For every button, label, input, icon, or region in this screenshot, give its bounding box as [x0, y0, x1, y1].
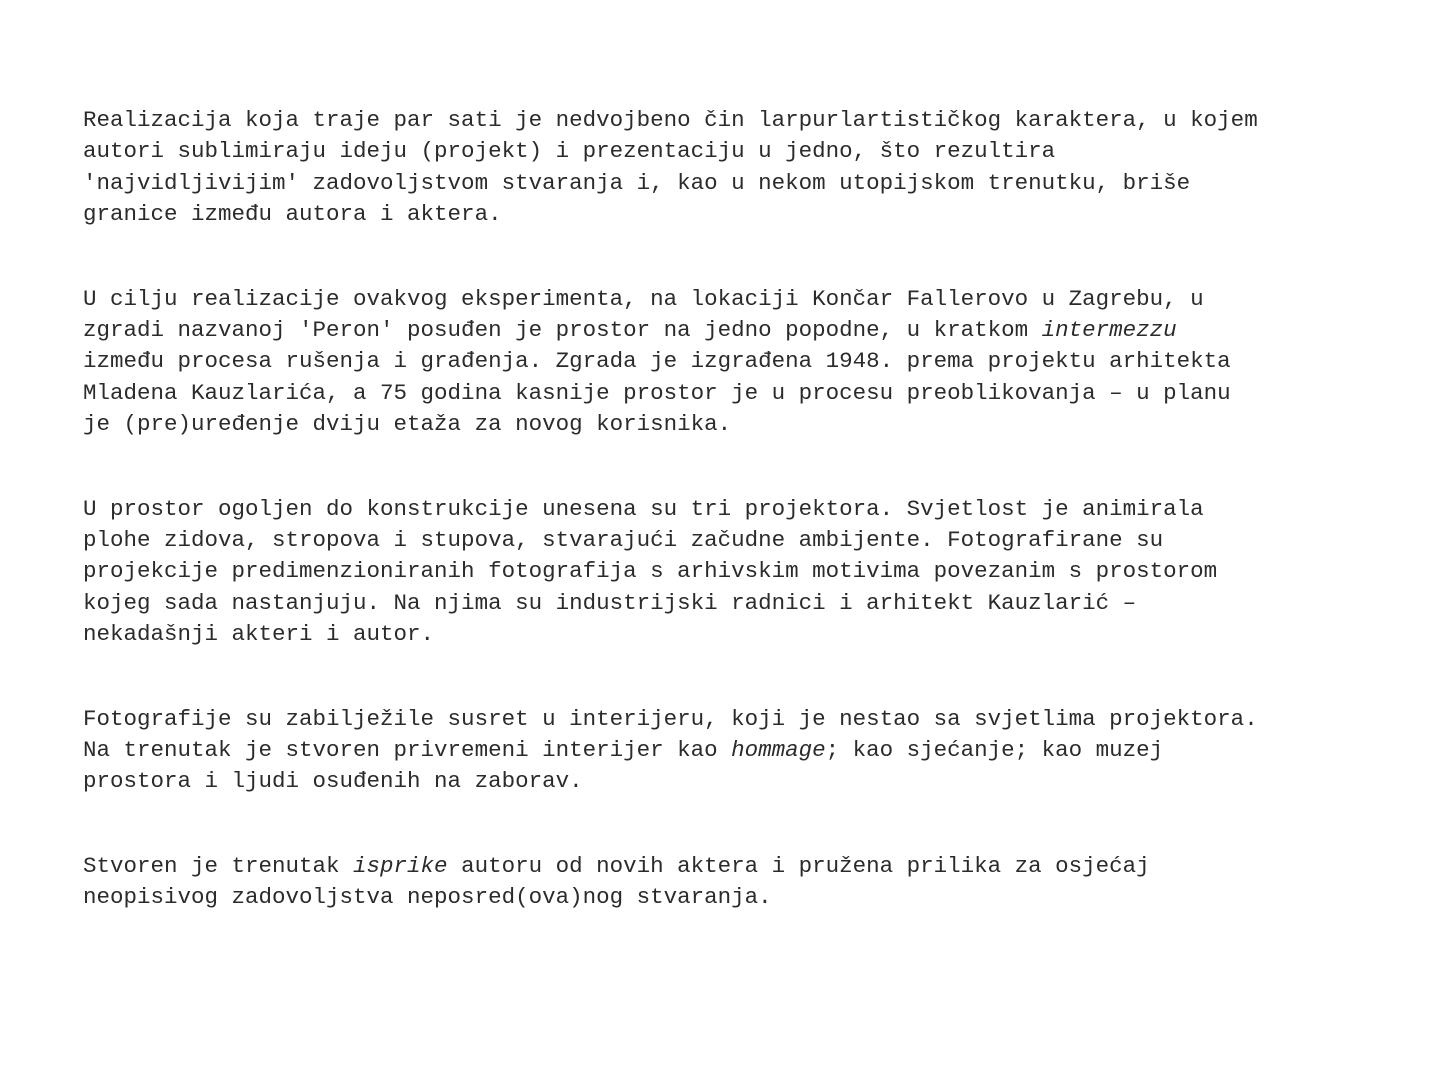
- text-line: [83, 525, 1383, 556]
- text-segment: nekadašnji akteri i autor.: [83, 620, 435, 647]
- text-line: [83, 556, 1383, 587]
- text-segment: projekcije predimenzioniranih fotografija s arhivskim motivima povezanim s prostorom: [83, 558, 1218, 585]
- paragraph: [83, 284, 1383, 440]
- text-line: [83, 766, 1383, 797]
- document-body: [83, 105, 1383, 914]
- text-segment: je (pre)uređenje dviju etaža za novog korisnika.: [83, 410, 732, 437]
- text-segment: granice između autora i aktera.: [83, 200, 502, 227]
- text-line: [83, 378, 1383, 409]
- text-segment: prostora i ljudi osuđenih na zaborav.: [83, 768, 583, 795]
- italic-text: intermezzu: [1041, 316, 1177, 343]
- text-segment: ; kao sjećanje; kao muzej: [825, 736, 1164, 763]
- text-segment: 'najvidljivijim' zadovoljstvom stvaranja i, kao u nekom utopijskom trenutku, briše: [83, 169, 1191, 196]
- italic-text: hommage: [731, 736, 826, 763]
- text-segment: Na trenutak je stvoren privremeni interijer kao: [83, 736, 732, 763]
- paragraph-gap: [83, 440, 1383, 494]
- italic-text: isprike: [353, 853, 448, 880]
- text-line: [83, 882, 1383, 913]
- text-line: [83, 409, 1383, 440]
- text-line: [83, 315, 1383, 346]
- text-segment: zgradi nazvanoj 'Peron' posuđen je prostor na jedno popodne, u kratkom: [83, 316, 1042, 343]
- text-line: [83, 284, 1383, 315]
- text-segment: plohe zidova, stropova i stupova, stvarajući začudne ambijente. Fotografirane su: [83, 526, 1164, 553]
- paragraph-gap: [83, 650, 1383, 704]
- text-segment: autoru od novih aktera i pružena prilika za osjećaj: [447, 853, 1150, 880]
- text-segment: Stvoren je trenutak: [83, 853, 354, 880]
- paragraph: [83, 105, 1383, 230]
- paragraph: [83, 704, 1383, 798]
- text-line: [83, 494, 1383, 525]
- text-line: [83, 168, 1383, 199]
- text-line: [83, 619, 1383, 650]
- text-line: [83, 588, 1383, 619]
- text-segment: između procesa rušenja i građenja. Zgrada je izgrađena 1948. prema projektu arhitekta: [83, 348, 1231, 375]
- text-line: [83, 704, 1383, 735]
- text-segment: kojeg sada nastanjuju. Na njima su industrijski radnici i arhitekt Kauzlarić –: [83, 589, 1137, 616]
- text-line: [83, 735, 1383, 766]
- text-segment: Mladena Kauzlarića, a 75 godina kasnije prostor je u procesu preoblikovanja – u planu: [83, 379, 1231, 406]
- text-segment: Realizacija koja traje par sati je nedvojbeno čin larpurlartističkog karaktera, u kojem: [83, 107, 1258, 133]
- text-segment: U cilju realizacije ovakvog eksperimenta, na lokaciji Končar Fallerovo u Zagrebu, u: [83, 285, 1204, 312]
- text-line: [83, 105, 1383, 136]
- text-segment: neopisivog zadovoljstva neposred(ova)nog stvaranja.: [83, 884, 772, 911]
- text-line: [83, 851, 1383, 882]
- paragraph-gap: [83, 230, 1383, 284]
- text-line: [83, 136, 1383, 167]
- paragraph: [83, 494, 1383, 650]
- paragraph-gap: [83, 798, 1383, 852]
- text-segment: U prostor ogoljen do konstrukcije unesena su tri projektora. Svjetlost je animirala: [83, 495, 1204, 522]
- text-line: [83, 346, 1383, 377]
- paragraph: [83, 851, 1383, 914]
- text-line: [83, 199, 1383, 230]
- text-segment: autori sublimiraju ideju (projekt) i prezentaciju u jedno, što rezultira: [83, 138, 1056, 165]
- text-segment: Fotografije su zabilježile susret u interijeru, koji je nestao sa svjetlima projektora.: [83, 705, 1258, 732]
